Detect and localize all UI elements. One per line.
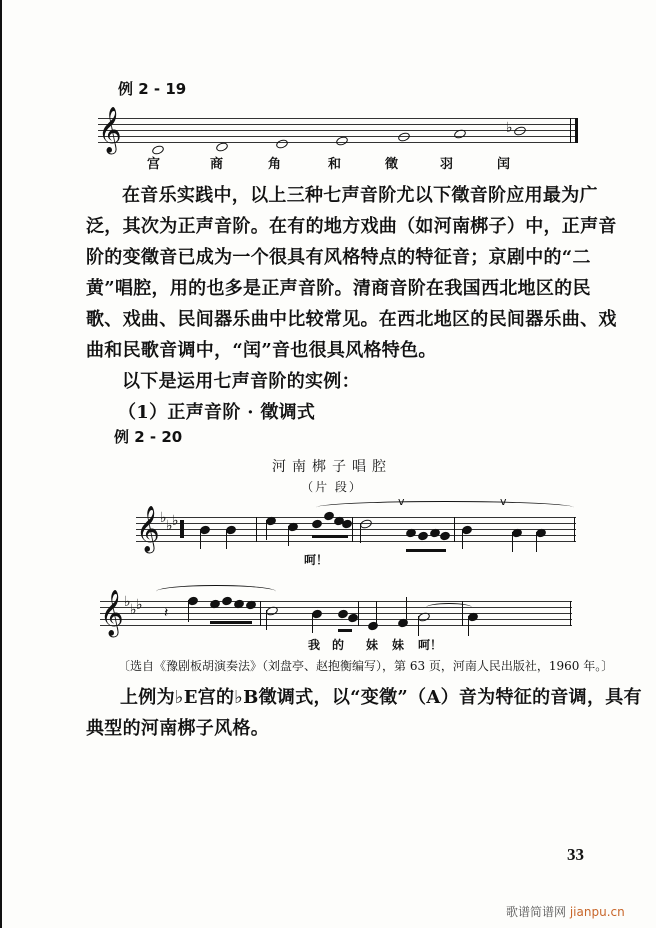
song-title: 河南梆子唱腔 [272,459,392,475]
paragraph-line: 阶的变徵音已成为一个很具有风格特点的特征音；京剧中的“二 [86,247,591,268]
lyric: 的 [332,638,345,652]
lyric: 妹 [366,638,379,652]
treble-clef-icon: 𝄞 [100,590,124,636]
key-signature-flat-icon: ♭ [124,594,131,610]
scale-degree-label: 羽 [440,157,454,172]
key-signature-flat-icon: ♭ [136,597,143,613]
paragraph-line: 泛，其次为正声音阶。在有的地方戏曲（如河南梆子）中，正声音 [86,216,617,237]
music-staff-1: 𝄞 ♭ ♭ ♭ v v [136,517,576,547]
scale-degree-label: 宫 [147,157,161,172]
lyric: 我 [308,638,321,652]
scale-degree-label: 角 [268,157,282,172]
paragraph-line: 曲和民歌音调中，“闰”音也很具风格特色。 [86,340,437,361]
scale-degree-label: 闰 [497,157,511,172]
key-signature-flat-icon: ♭ [130,602,137,618]
paragraph-line: 在音乐实践中，以上三种七声音阶尤以下徵音阶应用最为广 [122,185,598,206]
watermark-url[interactable]: jianpu.cn [569,905,625,919]
section-heading: （1）正声音阶 · 徵调式 [118,402,316,423]
watermark [506,903,625,920]
scale-degree-label: 和 [328,157,342,172]
key-signature-flat-icon: ♭ [172,513,179,529]
scale-degree-label: 徵 [385,157,399,172]
paragraph-line: 歌、戏曲、民间器乐曲中比较常见。在西北地区的民间器乐曲、戏 [86,309,617,330]
lyric: 呵！ [304,553,329,567]
lyric: 呵！ [418,638,443,652]
scale-staff-2-19 [98,107,578,153]
intro-line: 以下是运用七声音阶的实例： [122,371,360,392]
lyric: 妹 [392,638,405,652]
flat-sign-icon: ♭ [506,120,513,136]
page-number: 33 [567,845,584,864]
key-signature-flat-icon: ♭ [160,510,167,526]
watermark-site-name: 歌谱简谱网 [506,905,567,919]
example-label-2-19: 例 2 - 19 [118,80,187,98]
song-subtitle: （片 段） [301,480,363,494]
paragraph-line: 上例为♭E宫的♭B徵调式，以“变徵”（A）音为特征的音调，具有 [120,687,642,708]
source-citation: 〔选自《豫剧板胡演奏法》（刘盘亭、赵抱衡编写），第 63 页，河南人民出版社，1960 年。〕 [118,659,614,673]
note-jue [275,138,289,150]
treble-clef-icon: 𝄞 [98,107,122,153]
paragraph-line: 黄”唱腔，用的也多是正声音阶。清商音阶在我国西北地区的民 [86,278,591,299]
page-edge-border [0,0,2,928]
key-signature-flat-icon: ♭ [166,518,173,534]
scale-degree-label: 商 [210,157,224,172]
music-staff-2: 𝄞 ♭ ♭ ♭ 𝄽 [100,601,572,631]
example-label-2-20: 例 2 - 20 [114,428,183,446]
paragraph-line: 典型的河南梆子风格。 [86,718,269,739]
treble-clef-icon: 𝄞 [136,506,160,552]
